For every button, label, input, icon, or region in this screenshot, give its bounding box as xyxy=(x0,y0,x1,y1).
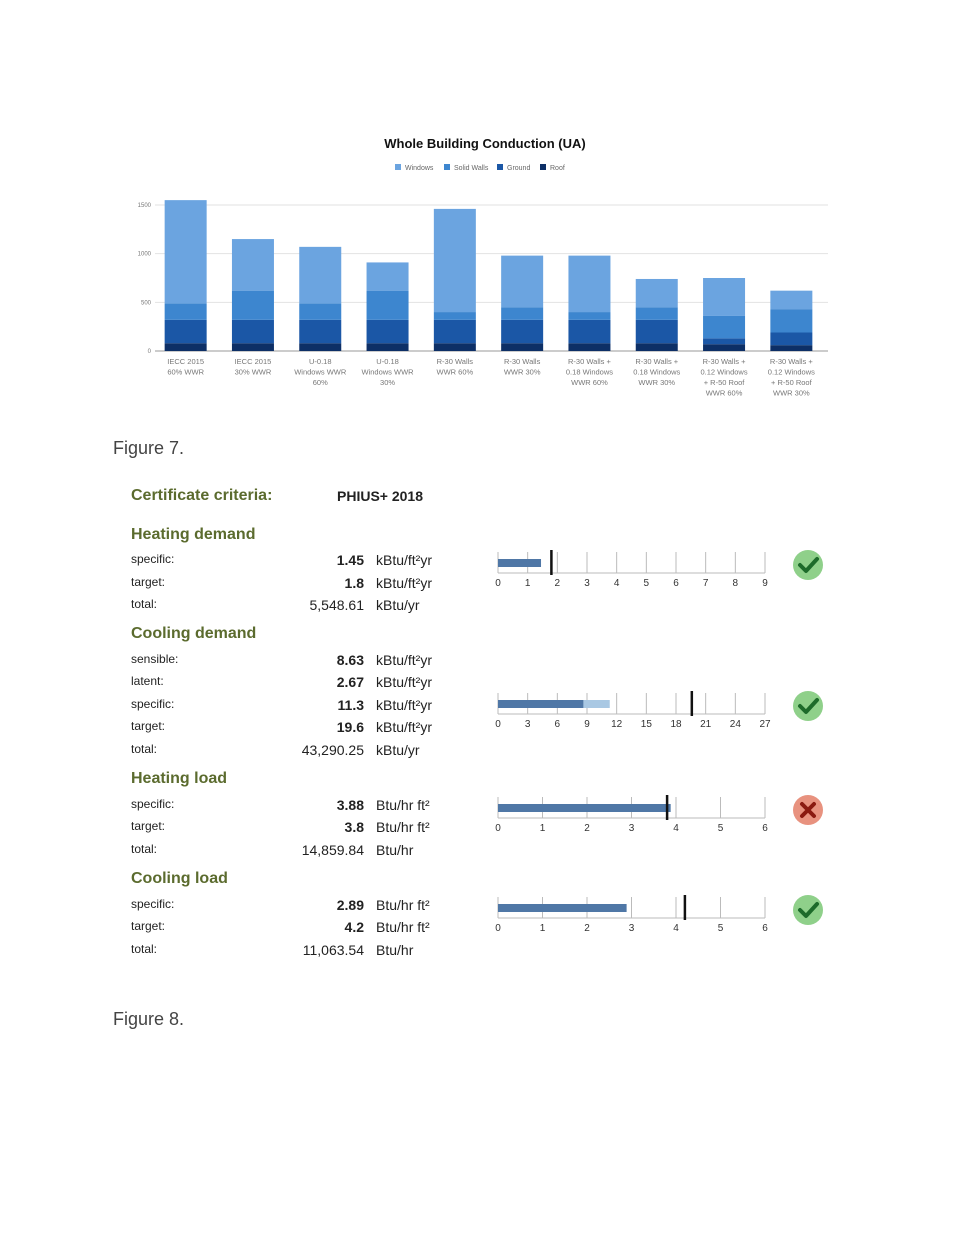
certificate-criteria-label: Certificate criteria: xyxy=(131,487,273,504)
cooling-demand-latent-label: latent: xyxy=(131,674,164,688)
bar-3-ground xyxy=(299,320,341,343)
x-tick-label: + R-50 Roof xyxy=(771,378,812,387)
cooling-demand-total-unit: kBtu/yr xyxy=(376,742,420,758)
cooling-demand-pass-icon xyxy=(793,691,823,721)
bar-6-solid-walls xyxy=(501,307,543,320)
cooling-demand-sensible-value: 8.63 xyxy=(336,652,364,668)
legend-swatch-windows xyxy=(395,164,401,170)
x-tick-label: Windows WWR xyxy=(294,367,347,377)
cooling-load-target-unit: Btu/hr ft² xyxy=(376,919,430,935)
bar-7-solid-walls xyxy=(568,312,610,320)
cooling-load-total-unit: Btu/hr xyxy=(376,942,414,958)
bar-4-roof xyxy=(367,343,409,351)
heating-demand-specific-value: 1.45 xyxy=(336,552,364,568)
cooling-demand-title: Cooling demand xyxy=(131,625,257,642)
gauge-tick-label-2: 2 xyxy=(554,578,561,589)
legend-swatch-solid-walls xyxy=(444,164,450,170)
heating-demand-target-label: target: xyxy=(131,575,166,589)
gauge-tick-label-6: 6 xyxy=(762,923,768,934)
legend-swatch-ground xyxy=(497,164,503,170)
cooling-demand-target-unit: kBtu/ft²yr xyxy=(376,719,433,735)
heating-load-fail-icon xyxy=(793,795,823,825)
gauge-tick-label-5: 5 xyxy=(717,923,724,934)
gauge-tick-label-4: 4 xyxy=(673,923,679,934)
cooling-load-specific-label: specific: xyxy=(131,897,175,911)
gauge-tick-label-6: 6 xyxy=(554,719,561,730)
bar-4-solid-walls xyxy=(367,291,409,320)
bar-8-windows xyxy=(636,279,678,307)
cooling-demand-total-label: total: xyxy=(131,742,158,756)
heating-demand-pass-icon xyxy=(793,550,823,580)
gauge-tick-label-12: 12 xyxy=(611,719,623,730)
gauge-tick-label-9: 9 xyxy=(584,719,590,730)
bar-6-windows xyxy=(501,256,543,308)
legend-swatch-roof xyxy=(540,164,546,170)
gauge-bar-value xyxy=(498,904,627,912)
gauge-tick-label-6: 6 xyxy=(673,578,679,589)
bar-8-solid-walls xyxy=(636,307,678,320)
gauge-tick-label-24: 24 xyxy=(729,719,741,730)
bar-5-ground xyxy=(434,320,476,343)
gauge-tick-label-1: 1 xyxy=(539,923,546,934)
legend-label-solid-walls: Solid Walls xyxy=(454,165,489,172)
bar-8-roof xyxy=(636,343,678,351)
cooling-demand-target-value: 19.6 xyxy=(336,719,364,735)
bar-4-windows xyxy=(367,262,409,290)
x-tick-label: R-30 Walls xyxy=(503,357,541,366)
x-tick-label: WWR 30% xyxy=(503,367,541,377)
heating-load-target-label: target: xyxy=(131,819,166,833)
gauge-tick-label-21: 21 xyxy=(700,719,712,730)
y-tick-label-1000: 1000 xyxy=(137,251,151,258)
bar-10-windows xyxy=(770,291,812,309)
chart-title: Whole Building Conduction (UA) xyxy=(384,136,586,151)
heating-demand-gauge xyxy=(490,546,780,592)
cooling-load-pass-icon xyxy=(793,895,823,925)
gauge-tick-label-5: 5 xyxy=(643,578,650,589)
gauge-tick-label-27: 27 xyxy=(759,719,771,730)
heating-load-total-label: total: xyxy=(131,842,158,856)
cooling-load-target-label: target: xyxy=(131,919,166,933)
cooling-demand-sensible-unit: kBtu/ft²yr xyxy=(376,652,433,668)
x-tick-label: + R-50 Roof xyxy=(703,378,745,387)
heating-demand-total-value: 5,548.61 xyxy=(309,597,364,613)
cooling-load-title: Cooling load xyxy=(131,870,228,887)
bar-9-ground xyxy=(703,338,745,344)
heating-demand-target-value: 1.8 xyxy=(344,575,364,591)
heating-load-total-value: 14,859.84 xyxy=(301,842,364,858)
bar-8-ground xyxy=(636,320,678,343)
cooling-demand-specific-value: 11.3 xyxy=(337,697,364,713)
heating-demand-specific-unit: kBtu/ft²yr xyxy=(376,552,433,568)
x-tick-label: R-30 Walls + xyxy=(769,357,813,366)
x-tick-label: Windows WWR xyxy=(361,367,414,377)
gauge-tick-label-3: 3 xyxy=(584,578,590,589)
cooling-load-gauge xyxy=(490,891,780,937)
gauge-tick-label-9: 9 xyxy=(762,578,768,589)
x-tick-label: 30% xyxy=(380,378,396,387)
y-tick-label-0: 0 xyxy=(147,349,151,355)
gauge-tick-label-3: 3 xyxy=(524,719,531,730)
bar-10-solid-walls xyxy=(770,309,812,332)
cooling-demand-target-label: target: xyxy=(131,719,166,733)
gauge-tick-label-4: 4 xyxy=(613,578,620,589)
gauge-tick-label-0: 0 xyxy=(495,578,501,589)
x-tick-label: R-30 Walls + xyxy=(568,357,611,366)
x-tick-label: 30% WWR xyxy=(234,367,272,377)
bar-1-windows xyxy=(165,200,207,303)
bar-6-roof xyxy=(501,343,543,351)
gauge-tick-label-18: 18 xyxy=(670,719,682,730)
cooling-load-target-value: 4.2 xyxy=(344,919,364,935)
x-tick-label: U-0.18 xyxy=(308,357,332,366)
heating-load-target-value: 3.8 xyxy=(344,819,364,835)
legend-label-windows: Windows xyxy=(405,165,434,172)
bar-4-ground xyxy=(367,320,409,343)
cooling-demand-gauge xyxy=(490,687,780,733)
cooling-demand-sensible-label: sensible: xyxy=(131,652,179,666)
cooling-demand-latent-value: 2.67 xyxy=(336,674,364,690)
gauge-tick-label-0: 0 xyxy=(495,823,501,834)
x-tick-label: R-30 Walls + xyxy=(702,357,746,366)
cooling-demand-specific-unit: kBtu/ft²yr xyxy=(376,697,433,713)
gauge-tick-label-0: 0 xyxy=(495,923,501,934)
gauge-tick-label-5: 5 xyxy=(717,823,724,834)
gauge-tick-label-1: 1 xyxy=(524,578,531,589)
x-tick-label: WWR 60% xyxy=(436,367,474,377)
gauge-tick-label-2: 2 xyxy=(584,923,590,934)
gauge-bar-value xyxy=(498,700,583,708)
bar-3-windows xyxy=(299,247,341,303)
conduction-chart xyxy=(0,0,960,420)
bar-1-solid-walls xyxy=(165,303,207,320)
x-tick-label: 0.12 Windows xyxy=(700,367,748,377)
gauge-tick-label-6: 6 xyxy=(762,823,768,834)
cooling-demand-total-value: 43,290.25 xyxy=(301,742,364,758)
x-tick-label: WWR 60% xyxy=(571,378,608,387)
x-tick-label: IECC 2015 xyxy=(167,357,204,366)
gauge-tick-label-7: 7 xyxy=(702,578,709,589)
x-tick-label: R-30 Walls + xyxy=(635,357,679,366)
gauge-bar-value xyxy=(498,559,541,567)
bar-2-ground xyxy=(232,320,274,343)
bar-3-roof xyxy=(299,343,341,351)
figure-7-caption: Figure 7. xyxy=(113,438,185,458)
gauge-tick-label-3: 3 xyxy=(628,823,635,834)
gauge-tick-label-15: 15 xyxy=(640,719,652,730)
cooling-load-specific-unit: Btu/hr ft² xyxy=(376,897,430,913)
heating-demand-total-label: total: xyxy=(131,597,158,611)
bar-10-ground xyxy=(770,333,812,346)
legend-label-roof: Roof xyxy=(550,165,565,172)
bar-1-roof xyxy=(165,343,207,351)
heating-demand-specific-label: specific: xyxy=(131,552,175,566)
bar-2-solid-walls xyxy=(232,291,274,320)
heating-demand-title: Heating demand xyxy=(131,526,256,543)
figure-8-caption: Figure 8. xyxy=(113,1009,185,1029)
x-tick-label: 0.18 Windows xyxy=(565,367,614,377)
gauge-tick-label-8: 8 xyxy=(732,578,739,589)
legend-label-ground: Ground xyxy=(507,165,531,172)
heating-load-title: Heating load xyxy=(131,770,228,787)
heating-demand-total-unit: kBtu/yr xyxy=(376,597,420,613)
gauge-tick-label-3: 3 xyxy=(628,923,635,934)
bar-2-roof xyxy=(232,343,274,351)
certificate-criteria-value: PHIUS+ 2018 xyxy=(337,488,423,504)
heating-load-specific-value: 3.88 xyxy=(336,797,364,813)
gauge-tick-label-2: 2 xyxy=(584,823,590,834)
bar-7-ground xyxy=(568,320,610,343)
bar-2-windows xyxy=(232,239,274,291)
x-tick-label: U-0.18 xyxy=(376,357,399,366)
gauge-tick-label-1: 1 xyxy=(539,823,546,834)
bar-3-solid-walls xyxy=(299,303,341,320)
x-tick-label: WWR 30% xyxy=(773,388,810,398)
cooling-load-specific-value: 2.89 xyxy=(336,897,364,913)
x-tick-label: 0.12 Windows xyxy=(767,367,815,377)
y-tick-label-1500: 1500 xyxy=(137,203,151,209)
gauge-bar-value xyxy=(498,804,671,812)
x-tick-label: IECC 2015 xyxy=(234,357,272,366)
bar-5-windows xyxy=(434,209,476,312)
bar-7-roof xyxy=(568,343,610,351)
heating-load-gauge xyxy=(490,791,780,837)
x-tick-label: R-30 Walls xyxy=(436,357,474,366)
gauge-tick-label-4: 4 xyxy=(673,823,679,834)
bar-7-windows xyxy=(568,256,610,312)
cooling-load-total-value: 11,063.54 xyxy=(302,942,364,958)
heating-demand-target-unit: kBtu/ft²yr xyxy=(376,575,433,591)
cooling-demand-latent-unit: kBtu/ft²yr xyxy=(376,674,433,690)
x-tick-label: 0.18 Windows xyxy=(633,367,681,377)
y-tick-label-500: 500 xyxy=(140,300,151,307)
bar-5-solid-walls xyxy=(434,312,476,320)
cooling-demand-specific-label: specific: xyxy=(131,697,175,711)
cooling-load-total-label: total: xyxy=(131,942,158,956)
x-tick-label: WWR 30% xyxy=(638,378,676,387)
heating-load-total-unit: Btu/hr xyxy=(376,842,414,858)
x-tick-label: 60% xyxy=(312,378,328,387)
bar-5-roof xyxy=(434,343,476,351)
bar-10-roof xyxy=(770,345,812,351)
bar-9-windows xyxy=(703,278,745,316)
bar-9-roof xyxy=(703,344,745,351)
heating-load-target-unit: Btu/hr ft² xyxy=(376,819,430,835)
bar-9-solid-walls xyxy=(703,316,745,338)
bar-1-ground xyxy=(165,320,207,343)
x-tick-label: WWR 60% xyxy=(705,388,743,398)
heating-load-specific-unit: Btu/hr ft² xyxy=(376,797,430,813)
bar-6-ground xyxy=(501,320,543,343)
heating-load-specific-label: specific: xyxy=(131,797,175,811)
gauge-tick-label-0: 0 xyxy=(495,719,501,730)
x-tick-label: 60% WWR xyxy=(167,367,204,377)
